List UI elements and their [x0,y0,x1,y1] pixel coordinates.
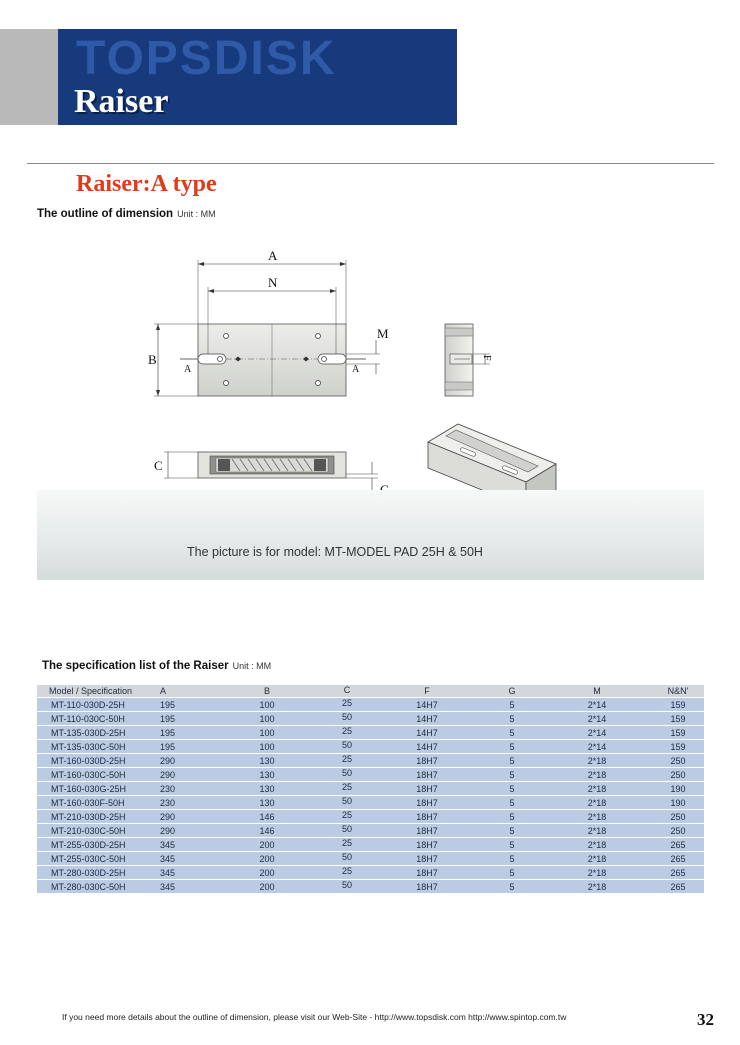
cell-g: 5 [482,880,542,893]
cell-m: 2*18 [542,796,652,809]
cell-nn: 159 [652,740,704,753]
cell-a: 345 [160,838,212,851]
label-b: B [148,352,157,367]
cell-a: 195 [160,698,212,711]
cell-m: 2*18 [542,866,652,879]
cell-nn: 250 [652,754,704,767]
cell-model: MT-160-030G-25H [37,782,160,795]
table-row [37,880,704,893]
technical-drawing [140,240,570,515]
cell-g: 5 [482,810,542,823]
cell-c: 50 [322,768,372,781]
cell-nn: 265 [652,880,704,893]
cell-a: 290 [160,754,212,767]
header-m: M [542,685,652,697]
label-m: M [377,326,389,341]
cell-m: 2*14 [542,740,652,753]
cell-nn: 265 [652,838,704,851]
cell-nn: 190 [652,796,704,809]
cell-g: 5 [482,866,542,879]
cell-a: 230 [160,782,212,795]
cell-a: 230 [160,796,212,809]
cell-f: 18H7 [372,754,482,767]
caption-band [37,490,704,580]
cell-b: 200 [212,880,322,893]
cell-m: 2*18 [542,824,652,837]
table-row [37,712,704,725]
header-nn: N&N' [652,685,704,697]
label-section-a-right: A [352,364,360,375]
header-model: Model / Specification [37,685,160,697]
header-a: A [160,685,212,697]
cell-c: 25 [322,754,372,767]
cell-g: 5 [482,712,542,725]
top-view [148,248,389,396]
table-row [37,824,704,837]
spec-unit: Unit : MM [232,661,272,671]
cell-g: 5 [482,824,542,837]
table-row [37,782,704,795]
cell-c: 25 [322,782,372,795]
cell-model: MT-135-030D-25H [37,726,160,739]
table-row [37,852,704,865]
cell-model: MT-160-030F-50H [37,796,160,809]
cell-b: 146 [212,824,322,837]
outline-heading-label: The outline of dimension [37,208,174,220]
cell-m: 2*18 [542,838,652,851]
label-f: F [481,355,492,361]
cell-c: 25 [322,726,372,739]
cell-f: 18H7 [372,852,482,865]
outline-unit: Unit : MM [177,209,216,219]
cell-g: 5 [482,726,542,739]
cell-nn: 250 [652,824,704,837]
cell-c: 50 [322,824,372,837]
cell-model: MT-280-030C-50H [37,880,160,893]
cell-b: 146 [212,810,322,823]
cell-model: MT-160-030D-25H [37,754,160,767]
cell-g: 5 [482,740,542,753]
picture-caption: The picture is for model: MT-MODEL PAD 25H & 50H [187,545,483,559]
cell-b: 130 [212,782,322,795]
cell-m: 2*14 [542,712,652,725]
cell-f: 18H7 [372,824,482,837]
cell-m: 2*14 [542,726,652,739]
cell-a: 345 [160,880,212,893]
header-grey-block [0,29,58,125]
cell-a: 195 [160,740,212,753]
cell-f: 14H7 [372,698,482,711]
cell-b: 130 [212,796,322,809]
label-n: N [268,275,278,290]
spec-heading-label: The specification list of the Raiser [42,660,229,672]
table-row [37,754,704,767]
cell-b: 200 [212,838,322,851]
cell-model: MT-110-030C-50H [37,712,160,725]
cell-a: 345 [160,866,212,879]
header-g: G [482,685,542,697]
cell-m: 2*18 [542,754,652,767]
cell-model: MT-160-030C-50H [37,768,160,781]
footer-note: If you need more details about the outline of dimension, please visit our Web-Site - http://www.topsdisk.com http://www.spintop.com.tw [62,1012,567,1022]
cell-model: MT-110-030D-25H [37,698,160,711]
header-c: C [322,685,372,697]
cell-m: 2*18 [542,810,652,823]
cell-b: 100 [212,740,322,753]
cell-g: 5 [482,782,542,795]
cell-a: 290 [160,824,212,837]
cell-m: 2*18 [542,852,652,865]
cell-b: 200 [212,866,322,879]
spec-table [37,684,704,894]
side-view [445,324,492,396]
brand-logo-text: TOPSDISK [76,32,337,85]
cell-c: 50 [322,852,372,865]
cell-a: 195 [160,726,212,739]
cell-model: MT-210-030C-50H [37,824,160,837]
table-header-row [37,685,704,697]
cell-a: 290 [160,768,212,781]
cell-a: 345 [160,852,212,865]
cell-g: 5 [482,698,542,711]
cell-m: 2*18 [542,768,652,781]
cell-m: 2*14 [542,698,652,711]
table-row [37,810,704,823]
cell-f: 18H7 [372,782,482,795]
table-row [37,838,704,851]
cell-b: 100 [212,698,322,711]
banner-title: Raiser [74,83,169,120]
cell-nn: 265 [652,866,704,879]
cell-b: 100 [212,726,322,739]
outline-heading [37,208,216,220]
table-row [37,796,704,809]
cell-nn: 190 [652,782,704,795]
cell-m: 2*18 [542,880,652,893]
cell-f: 14H7 [372,726,482,739]
cell-f: 18H7 [372,880,482,893]
cell-b: 100 [212,712,322,725]
table-row [37,698,704,711]
cell-c: 25 [322,698,372,711]
cell-g: 5 [482,852,542,865]
cell-model: MT-255-030C-50H [37,852,160,865]
cell-b: 200 [212,852,322,865]
cell-g: 5 [482,754,542,767]
spec-table-body [37,698,704,893]
header-b: B [212,685,322,697]
cell-f: 18H7 [372,810,482,823]
table-row [37,726,704,739]
cell-c: 25 [322,838,372,851]
cell-b: 130 [212,768,322,781]
cell-f: 14H7 [372,712,482,725]
cell-nn: 159 [652,726,704,739]
cell-model: MT-135-030C-50H [37,740,160,753]
cell-b: 130 [212,754,322,767]
header-f: F [372,685,482,697]
cell-nn: 250 [652,810,704,823]
page-number: 32 [697,1010,714,1029]
cell-c: 50 [322,712,372,725]
cell-f: 18H7 [372,796,482,809]
cell-a: 290 [160,810,212,823]
cell-a: 195 [160,712,212,725]
table-row [37,866,704,879]
cell-c: 25 [322,810,372,823]
cell-g: 5 [482,796,542,809]
cell-f: 14H7 [372,740,482,753]
section-title: Raiser:A type [76,171,217,197]
cell-model: MT-255-030D-25H [37,838,160,851]
cell-c: 50 [322,740,372,753]
cell-c: 50 [322,880,372,893]
spec-heading [42,660,271,672]
label-a: A [268,248,278,263]
cell-nn: 250 [652,768,704,781]
cell-c: 50 [322,796,372,809]
cell-c: 25 [322,866,372,879]
table-row [37,740,704,753]
label-c: C [154,458,163,473]
table-row [37,768,704,781]
cell-model: MT-210-030D-25H [37,810,160,823]
label-section-a-left: A [184,364,192,375]
header-banner [58,29,457,125]
cell-f: 18H7 [372,768,482,781]
cell-g: 5 [482,768,542,781]
cell-m: 2*18 [542,782,652,795]
cell-f: 18H7 [372,838,482,851]
cell-nn: 159 [652,698,704,711]
cell-f: 18H7 [372,866,482,879]
cell-nn: 159 [652,712,704,725]
header-rule [27,163,714,164]
cell-model: MT-280-030D-25H [37,866,160,879]
cell-nn: 265 [652,852,704,865]
cell-g: 5 [482,838,542,851]
